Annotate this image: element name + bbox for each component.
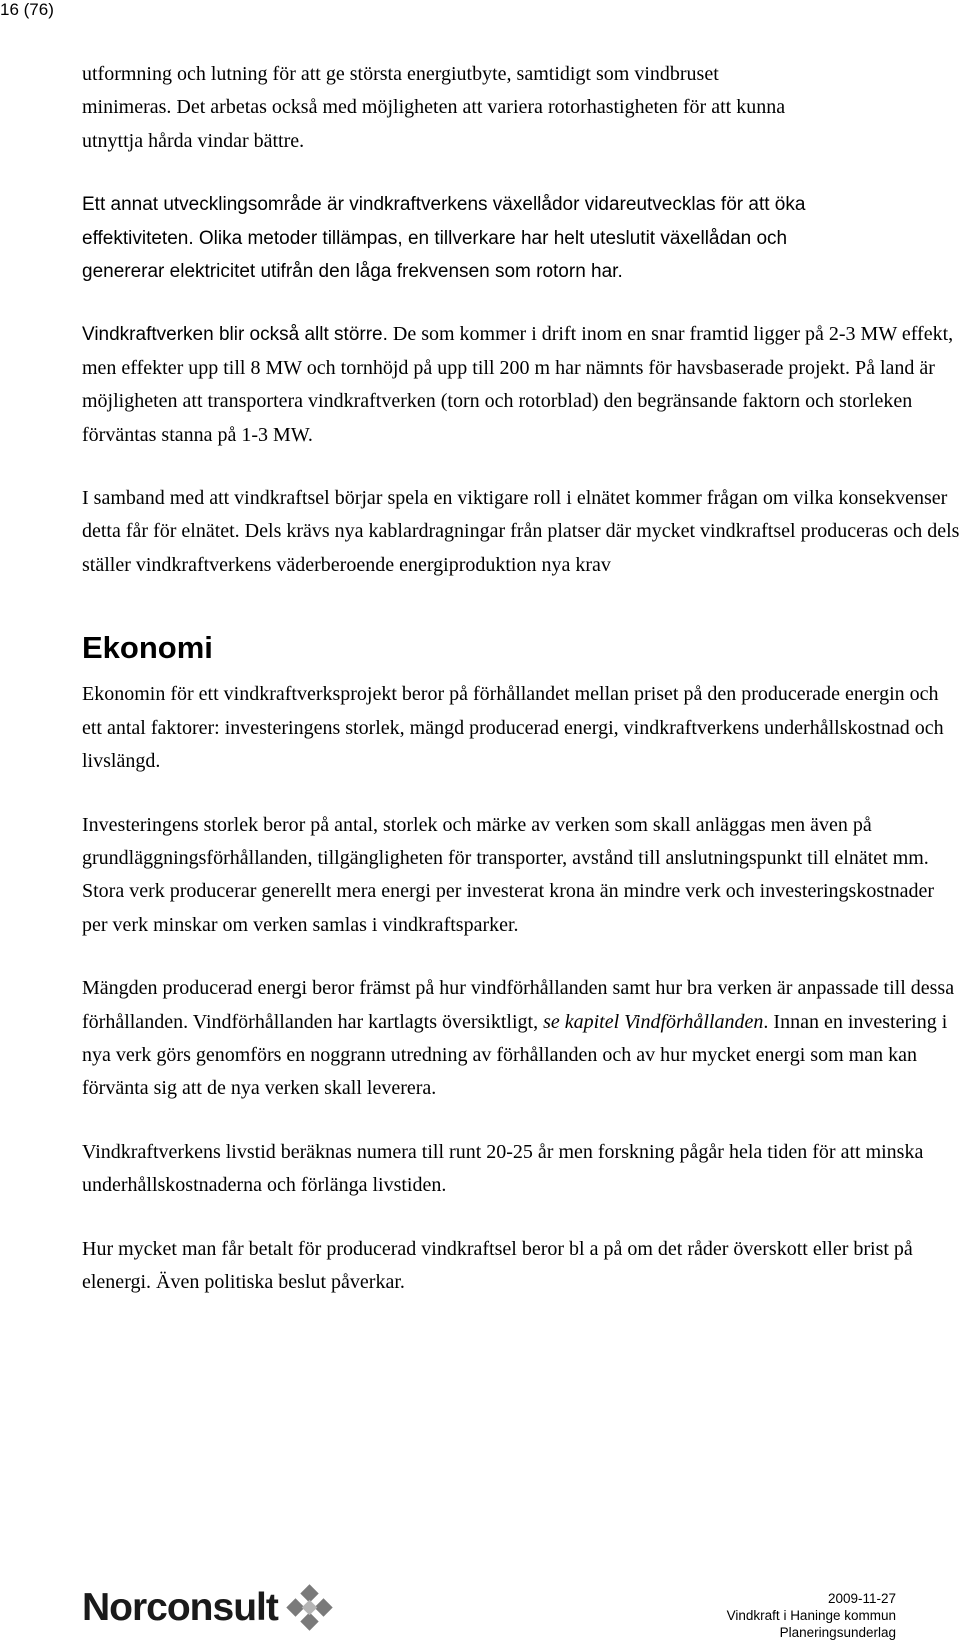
document-body (82, 58, 960, 1329)
norconsult-logo (82, 1584, 334, 1632)
paragraph-line: utformning och lutning för att ge största energiutbyte, samtidigt som vindbruset (82, 63, 719, 85)
paragraph-size-lead: Vindkraftverken blir också allt större. (82, 324, 388, 346)
paragraph-line: Ett annat utvecklingsområde är vindkraftverkens växellådor vidareutvecklas för att öka (82, 194, 806, 216)
paragraph-size (82, 318, 960, 452)
logo-wordmark: Norconsult (82, 1586, 278, 1629)
footer-doc-title: Vindkraft i Haninge kommun (726, 1608, 896, 1623)
diamond-logo-icon (286, 1584, 334, 1632)
paragraph-line: utnyttja hårda vindar bättre. (82, 129, 305, 152)
paragraph-line: effektiviteten. Olika metoder tillämpas, en tillverkare har helt uteslutit växellådan och (82, 227, 788, 249)
paragraph-line: genererar elektricitet utifrån den låga frekvensen som rotorn har. (82, 261, 623, 283)
section-heading-ekonomi: Ekonomi (82, 630, 213, 666)
paragraph-energy-text: Mängden producerad energi beror främst på hur vindförhållanden samt hur bra verken är anpassade till dessa förhållanden. Vindförhållanden har kartlagts översiktligt, (82, 977, 955, 1033)
footer-date: 2009-11-27 (827, 1591, 896, 1606)
page-number: 16 (76) (0, 0, 54, 19)
chapter-reference-link[interactable]: se kapitel Vindförhållanden (543, 1010, 764, 1033)
paragraph-gearbox (82, 188, 960, 288)
paragraph-economy-intro: Ekonomin för ett vindkraftverksprojekt beror på förhållandet mellan priset på den producerade energin och ett antal faktorer: investeringens storlek, mängd producerad energi, vindkraftverkens underhållskostnad och livslängd. (82, 683, 944, 773)
paragraph-lifetime: Vindkraftverkens livstid beräknas numera till runt 20-25 år men forskning pågår hela tiden för att minska underhållskostnaderna och förlänga livstiden. (82, 1140, 924, 1197)
paragraph-energy (82, 972, 960, 1106)
footer-meta (727, 1590, 896, 1641)
paragraph-investment: Investeringens storlek beror på antal, storlek och märke av verken som skall anläggas men även på grundläggningsförhållanden, tillgängligheten för transporter, avstånd till anslutningspunkt till elnätet mm. Stora verk producerar generellt mera energi per investerat krona än mindre verk och investeringskostnader per verk minskar om verken samlas i vindkraftsparker. (82, 813, 935, 936)
paragraph-rotor (82, 58, 960, 158)
footer-doc-subtitle: Planeringsunderlag (779, 1625, 896, 1640)
paragraph-payment: Hur mycket man får betalt för producerad vindkraftsel beror bl a på om det råder överskott eller brist på elenergi. Även politiska beslut påverkar. (82, 1237, 913, 1293)
paragraph-energy-text-end: . Innan en investering i nya verk görs genomförs en noggrann utredning av förhållanden och av hur mycket energi som man kan förvänta sig att de nya verken skall leverera. (82, 1010, 948, 1100)
paragraph-line: minimeras. Det arbetas också med möjligheten att variera rotorhastigheten för att kunna (82, 96, 786, 119)
paragraph-grid: I samband med att vindkraftsel börjar spela en viktigare roll i elnätet kommer frågan om vilka konsekvenser detta får för elnätet. Dels krävs nya kablardragningar från platser där mycket vindkraftsel produceras och dels ställer vindkraftverkens väderberoende energiproduktion nya krav (82, 487, 960, 576)
paragraph-size-text: De som kommer i drift inom en snar framtid ligger på 2-3 MW effekt, men effekter upp till 8 MW och tornhöjd på upp till 200 m har nämnts för havsbaserade projekt. På land är möjligheten att transportera vindkraftverken (torn och rotorblad) den begränsande faktorn och storleken förväntas stanna på 1-3 MW. (82, 323, 954, 446)
